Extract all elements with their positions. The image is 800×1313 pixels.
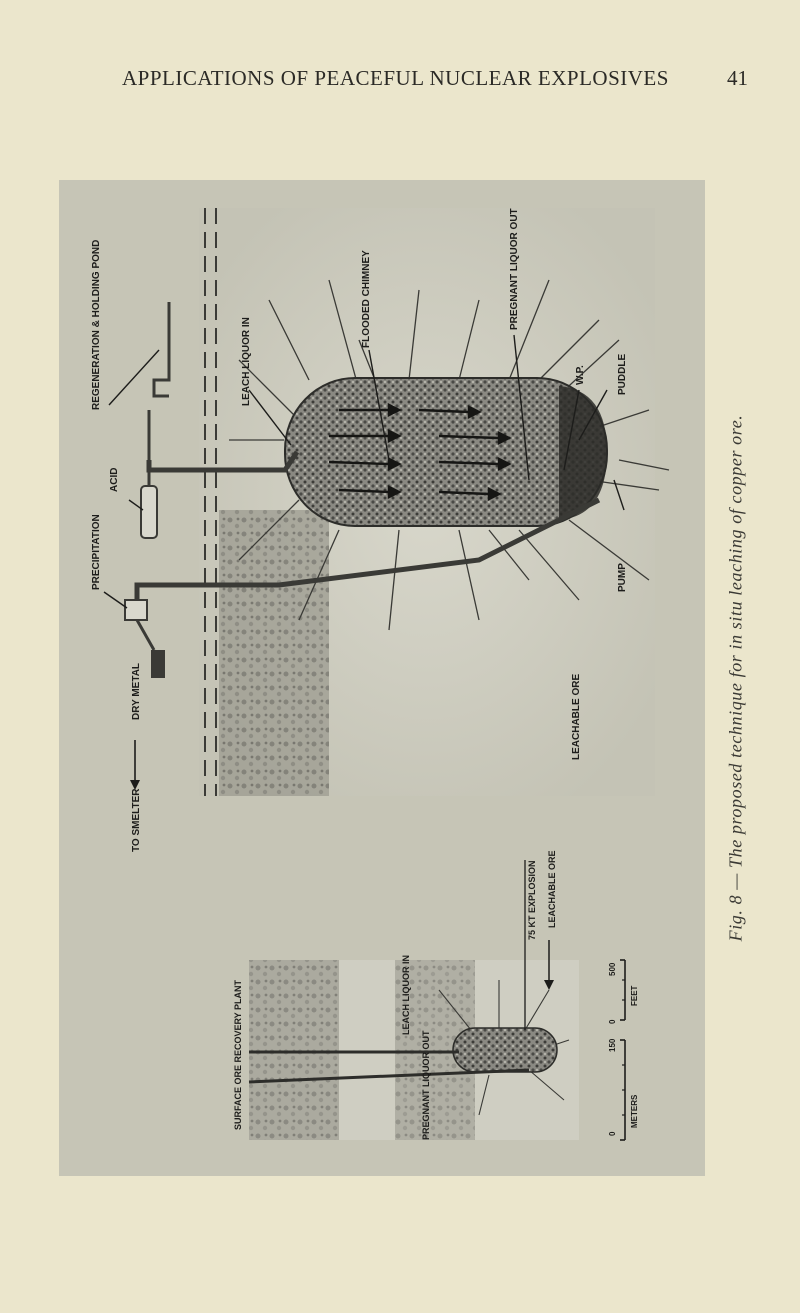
- label-regeneration-pond: REGENERATION & HOLDING POND: [91, 239, 102, 410]
- page-number: 41: [727, 66, 748, 90]
- scale-feet-500: 500: [608, 962, 617, 976]
- label-leachable-ore: LEACHABLE ORE: [571, 673, 582, 760]
- figure-caption: [716, 180, 756, 1176]
- ore-texture: [219, 510, 329, 796]
- running-head: APPLICATIONS OF PEACEFUL NUCLEAR EXPLOSIVES: [122, 66, 669, 90]
- scale-meters-0: 0: [608, 1131, 617, 1136]
- label-dry-metal: DRY METAL: [131, 662, 142, 720]
- label-acid: ACID: [109, 467, 120, 492]
- flooded-chimney: [285, 378, 607, 526]
- label-flooded-chimney: FLOODED CHIMNEY: [361, 250, 372, 348]
- label-pregnant-liquor-out: PREGNANT LIQUOR OUT: [509, 208, 520, 330]
- inset-label-explosion: 75 KT EXPLOSION: [527, 860, 537, 940]
- scale-feet-0: 0: [608, 1019, 617, 1024]
- inset-label-pregnant-liquor-out: PREGNANT LIQUOR OUT: [421, 1030, 431, 1140]
- label-wp: W.P.: [575, 365, 586, 385]
- caption-text: Fig. 8 — The proposed technique for in situ leaching of copper ore.: [725, 414, 746, 942]
- inset-label-leachable-ore: LEACHABLE ORE: [547, 850, 557, 928]
- scale-meters-label: METERS: [630, 1094, 639, 1128]
- inset-label-leach-liquor-in: LEACH LIQUOR IN: [401, 955, 411, 1035]
- label-precipitation: PRECIPITATION: [91, 514, 102, 590]
- acid-tank: [141, 486, 157, 538]
- label-leach-liquor-in: LEACH LIQUOR IN: [241, 317, 252, 406]
- label-to-smelter: TO SMELTER: [131, 788, 142, 852]
- label-puddle: PUDDLE: [617, 353, 628, 395]
- page-header: [0, 66, 800, 96]
- dry-metal-bin: [151, 650, 165, 678]
- inset-label-surface-plant: SURFACE ORE RECOVERY PLANT: [233, 979, 243, 1130]
- precipitation-unit: [125, 600, 147, 620]
- scale-feet-label: FEET: [630, 985, 639, 1006]
- figure-8: [59, 180, 705, 1176]
- inset-chimney: [453, 1028, 557, 1072]
- label-pump: PUMP: [617, 563, 628, 592]
- figure-diagram: [59, 180, 705, 1176]
- scale-meters-150: 150: [608, 1038, 617, 1052]
